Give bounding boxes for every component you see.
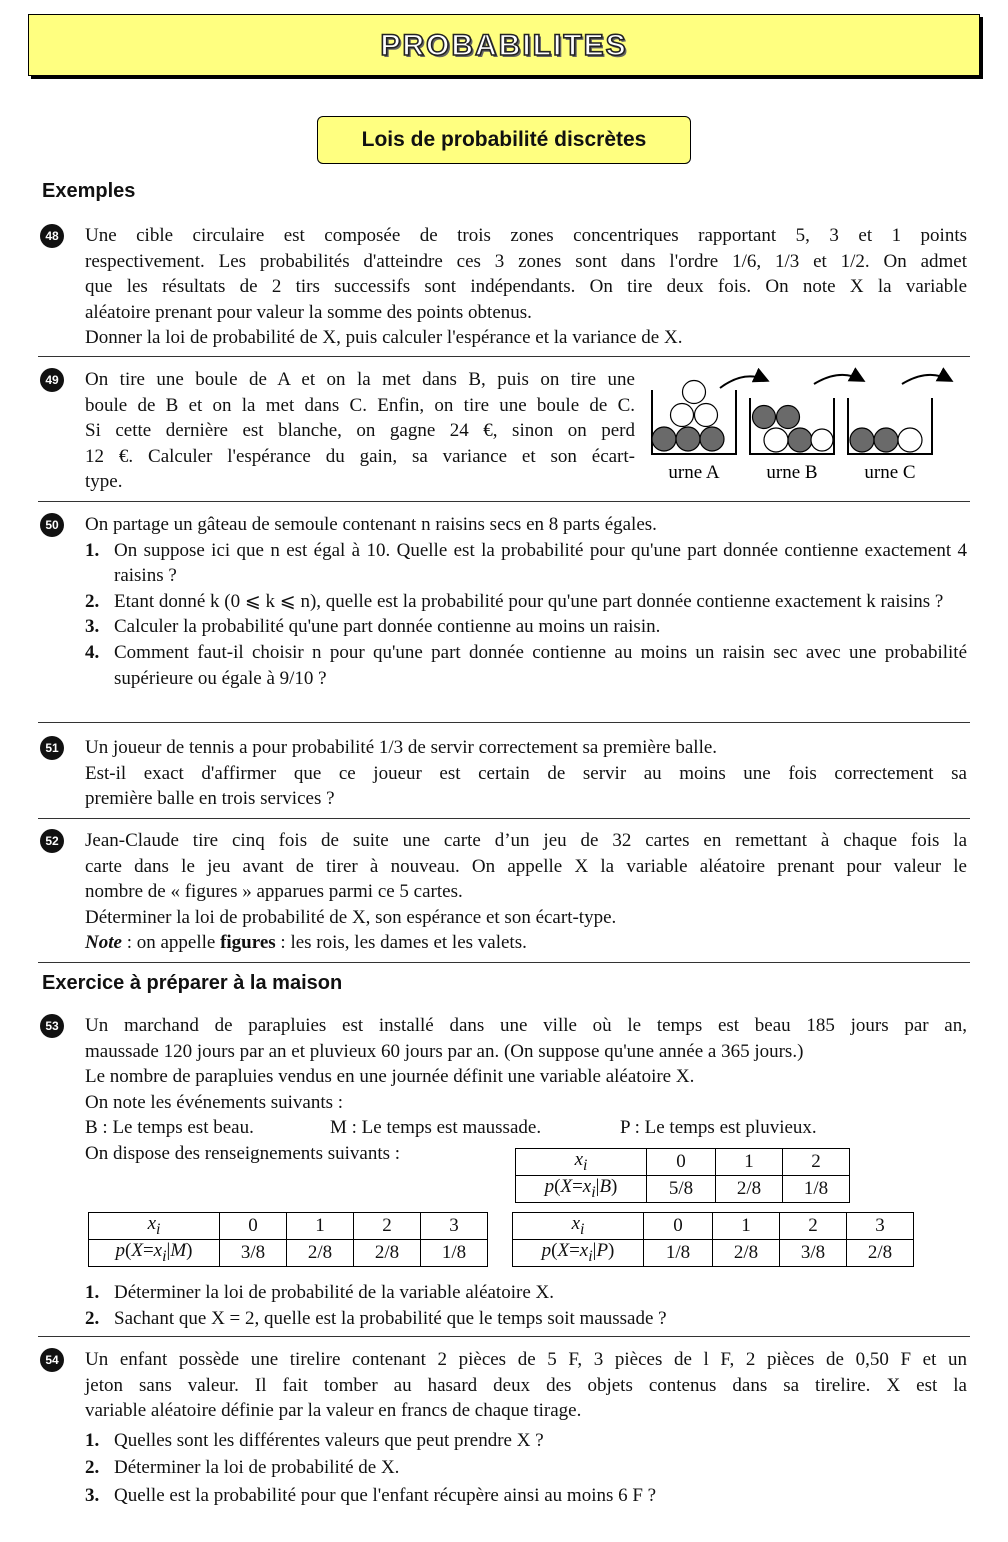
table-cell: 2/8 [354, 1239, 421, 1266]
question-item: 1. Quelles sont les différentes valeurs que peut prendre X ? [85, 1429, 544, 1451]
text-line: respectivement. Les probabilités d'atteindre ces 3 zones sont dans l'ordre 1/6, 1/3 et 1/2. On admet [85, 250, 967, 272]
exercise-50 [85, 512, 967, 691]
heading-examples: Exemples [42, 180, 136, 202]
table-b [515, 1148, 850, 1203]
table-cell: 1/8 [783, 1175, 850, 1202]
exercise-49 [85, 367, 635, 495]
table-cell: 1/8 [421, 1239, 488, 1266]
table-m [88, 1212, 488, 1267]
text-line: On tire une boule de A et on la met dans B, puis on tire une [85, 369, 635, 390]
text-line: On dispose des renseignements suivants : [85, 1142, 401, 1164]
text-line: maussade 120 jours par an et pluvieux 60 jours par an. (On suppose qu'une année a 365 jours.) [85, 1040, 804, 1062]
table-header-cell: $x_i$ [89, 1213, 220, 1240]
table-cell: 3/8 [220, 1239, 287, 1266]
exercise-51 [85, 735, 967, 812]
text-line: Le nombre de parapluies vendus en une journée définit une variable aléatoire X. [85, 1066, 695, 1088]
exercise-number-49: 49 [40, 368, 64, 392]
question-item: 3. Quelle est la probabilité pour que l'enfant récupère ainsi au moins 6 F ? [85, 1484, 657, 1506]
table-cell: 5/8 [647, 1175, 716, 1202]
urn-a [652, 381, 736, 455]
question-item: 2. Déterminer la loi de probabilité de X. [85, 1457, 400, 1479]
text-line: carte dans le jeu avant de tirer à nouveau. On appelle X la variable aléatoire prenant pour valeur le [85, 855, 967, 877]
arrow-icon [902, 375, 950, 384]
table-cell: 3 [847, 1213, 914, 1240]
text-line: nombre de « figures » apparues parmi ce 5 cartes. [85, 881, 463, 903]
text-line: jeton sans valeur. Il fait tomber au hasard deux des objets contenus dans sa tirelire. X est la [85, 1374, 967, 1396]
separator [38, 356, 970, 357]
table-cell: 2/8 [847, 1239, 914, 1266]
text-line: Donner la loi de probabilité de X, puis calculer l'espérance et la variance de X. [85, 327, 683, 349]
table-header-cell: $x_i$ [516, 1149, 647, 1176]
event-b: B : Le temps est beau. [85, 1117, 254, 1139]
table-cell: 2 [783, 1149, 850, 1176]
urns-figure [648, 366, 968, 486]
question-item: 2. Sachant que X = 2, quelle est la probabilité que le temps soit maussade ? [85, 1307, 667, 1329]
table-cell: 0 [647, 1149, 716, 1176]
table-header-cell: $x_i$ [513, 1213, 644, 1240]
question-item: 2. Etant donné k (0 ⩽ k ⩽ n), quelle est la probabilité pour qu'une part donnée contienne exactement k raisins ? [85, 590, 944, 612]
text-line: Si cette dernière est blanche, on gagne 24 €, sinon on perd [85, 420, 635, 442]
table-header-cell: $p(X=x_i|P)$ [513, 1239, 644, 1266]
text-line: Déterminer la loi de probabilité de X, son espérance et son écart-type. [85, 906, 617, 928]
question-item: 4. Comment faut-il choisir n pour qu'une part donnée contienne au moins un raisin sec avec une probabilité supérieure ou égale à 9/10 ? [85, 641, 967, 689]
event-m: M : Le temps est maussade. [330, 1117, 542, 1139]
text-line: aléatoire prenant pour valeur la somme des points obtenus. [85, 301, 532, 323]
text-line: Un joueur de tennis a pour probabilité 1/3 de servir correctement sa première balle. [85, 737, 718, 758]
table-cell: 1 [287, 1213, 354, 1240]
question-item: 1. On suppose ici que n est égal à 10. Quelle est la probabilité pour qu'une part donnée contienne exactement 4 raisins ? [85, 539, 967, 587]
arrow-icon [720, 376, 766, 388]
exercise-number-48: 48 [40, 224, 64, 248]
exercise-53-questions [85, 1280, 967, 1331]
page-title: PROBABILITES [380, 29, 628, 62]
heading-homework: Exercice à préparer à la maison [42, 972, 343, 994]
text-line: que les résultats de 2 tirs successifs sont indépendants. On tire deux fois. On note X la variable [85, 276, 967, 298]
text-line: première balle en trois services ? [85, 788, 335, 810]
text-line: variable aléatoire définie par la valeur en francs de chaque tirage. [85, 1400, 582, 1422]
exercise-54 [85, 1347, 967, 1509]
urn-b [750, 398, 834, 454]
table-cell: 2 [780, 1213, 847, 1240]
event-p: P : Le temps est pluvieux. [620, 1117, 817, 1139]
text-line: On note les événements suivants : [85, 1091, 344, 1113]
text-line: boule de B et on la met dans C. Enfin, on tire une boule de C. [85, 394, 635, 416]
exercise-number-52: 52 [40, 829, 64, 853]
table-cell: 1/8 [644, 1239, 713, 1266]
text-line: Est-il exact d'affirmer que ce joueur est certain de servir au moins une fois correctement sa [85, 762, 967, 784]
separator [38, 1336, 970, 1337]
page-banner [28, 14, 980, 76]
text-line: Un enfant possède une tirelire contenant 2 pièces de 5 F, 3 pièces de l F, 2 pièces de 0,50 F et un [85, 1349, 967, 1370]
table-p [512, 1212, 914, 1267]
table-cell: 2/8 [713, 1239, 780, 1266]
exercise-number-54: 54 [40, 1348, 64, 1372]
text-line: 12 €. Calculer l'espérance du gain, sa variance et son écart- [85, 445, 635, 467]
exercise-number-50: 50 [40, 513, 64, 537]
table-cell: 1 [716, 1149, 783, 1176]
exercise-52 [85, 828, 967, 956]
separator [38, 722, 970, 723]
table-cell: 1 [713, 1213, 780, 1240]
table-header-cell: $p(X=x_i|B)$ [516, 1175, 647, 1202]
exercise-48 [85, 223, 967, 351]
section-title: Lois de probabilité discrètes [317, 116, 691, 164]
separator [38, 818, 970, 819]
table-cell: 3 [421, 1213, 488, 1240]
urn-label: urne B [766, 462, 818, 483]
table-cell: 0 [220, 1213, 287, 1240]
question-item: 1. Déterminer la loi de probabilité de la variable aléatoire X. [85, 1282, 554, 1303]
exercise-number-53: 53 [40, 1014, 64, 1038]
arrow-icon [814, 375, 862, 384]
exercise-number-51: 51 [40, 736, 64, 760]
exercise-53 [85, 1013, 967, 1167]
text-line: On partage un gâteau de semoule contenant n raisins secs en 8 parts égales. [85, 514, 657, 535]
table-cell: 2/8 [287, 1239, 354, 1266]
table-cell: 2 [354, 1213, 421, 1240]
table-header-cell: $p(X=x_i|M)$ [89, 1239, 220, 1266]
note-line: Note : on appelle figures : les rois, les dames et les valets. [85, 932, 527, 954]
text-line: type. [85, 471, 123, 493]
separator [38, 962, 970, 963]
urn-label: urne A [668, 462, 720, 483]
question-item: 3. Calculer la probabilité qu'une part donnée contienne au moins un raisin. [85, 616, 661, 638]
urn-label: urne C [864, 462, 916, 483]
urn-c [848, 398, 932, 454]
text-line: Un marchand de parapluies est installé dans une ville où le temps est beau 185 jours par an, [85, 1015, 967, 1036]
events-line [85, 1115, 967, 1141]
table-cell: 0 [644, 1213, 713, 1240]
separator [38, 501, 970, 502]
text-line: Jean-Claude tire cinq fois de suite une carte d’un jeu de 32 cartes en remettant à chaque fois la [85, 830, 967, 851]
table-cell: 3/8 [780, 1239, 847, 1266]
text-line: Une cible circulaire est composée de trois zones concentriques rapportant 5, 3 et 1 points [85, 225, 967, 246]
table-cell: 2/8 [716, 1175, 783, 1202]
